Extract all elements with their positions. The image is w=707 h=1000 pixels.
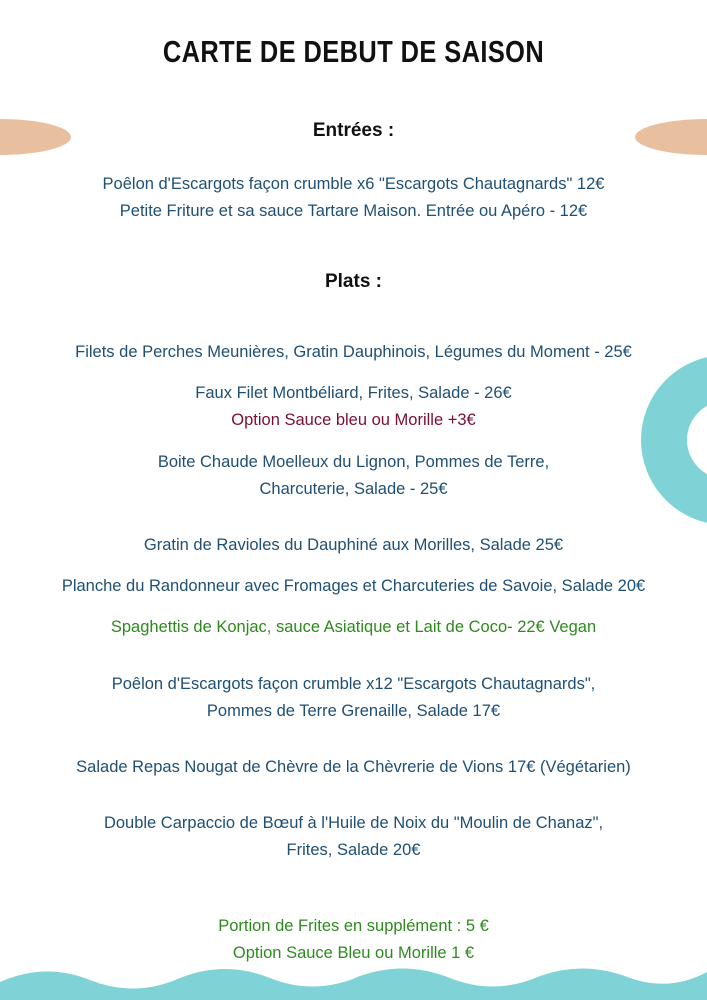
plat-salade-repas: Salade Repas Nougat de Chèvre de la Chèvrerie de Vions 17€ (Végétarien): [76, 758, 631, 776]
plat-planche: Planche du Randonneur avec Fromages et Charcuteries de Savoie, Salade 20€: [61, 577, 646, 595]
teal-ring-right: [636, 355, 707, 525]
plat-ravioles: Gratin de Ravioles du Dauphiné aux Morilles, Salade 25€: [143, 536, 564, 554]
plat-boite-chaude-cont: Charcuterie, Salade - 25€: [259, 480, 448, 498]
entree-item: Petite Friture et sa sauce Tartare Maison. Entrée ou Apéro - 12€: [119, 202, 588, 220]
extra-sauce: Option Sauce Bleu ou Morille 1 €: [232, 944, 475, 962]
entree-item: Poêlon d'Escargots façon crumble x6 "Escargots Chautagnards" 12€: [102, 175, 605, 193]
teal-wave-bottom: [0, 962, 707, 1000]
plat-boite-chaude: Boite Chaude Moelleux du Lignon, Pommes de Terre,: [157, 453, 550, 471]
plat-carpaccio-cont: Frites, Salade 20€: [286, 841, 421, 859]
plat-perches: Filets de Perches Meunières, Gratin Dauphinois, Légumes du Moment - 25€: [75, 343, 632, 361]
plat-faux-filet: Faux Filet Montbéliard, Frites, Salade - 26€: [195, 384, 512, 402]
extra-frites: Portion de Frites en supplément : 5 €: [218, 917, 489, 935]
menu-title: CARTE DE DEBUT DE SAISON: [162, 34, 545, 69]
entrees-heading: Entrées :: [312, 120, 395, 141]
plat-escargots-cont: Pommes de Terre Grenaille, Salade 17€: [206, 702, 501, 720]
plat-carpaccio: Double Carpaccio de Bœuf à l'Huile de Noix du "Moulin de Chanaz",: [103, 814, 604, 832]
plat-spaghettis-vegan: Spaghettis de Konjac, sauce Asiatique et Lait de Coco- 22€ Vegan: [110, 618, 597, 636]
plat-faux-filet-option: Option Sauce bleu ou Morille +3€: [231, 411, 476, 429]
plats-heading: Plats :: [324, 271, 383, 292]
plat-escargots: Poêlon d'Escargots façon crumble x12 "Escargots Chautagnards",: [111, 675, 596, 693]
